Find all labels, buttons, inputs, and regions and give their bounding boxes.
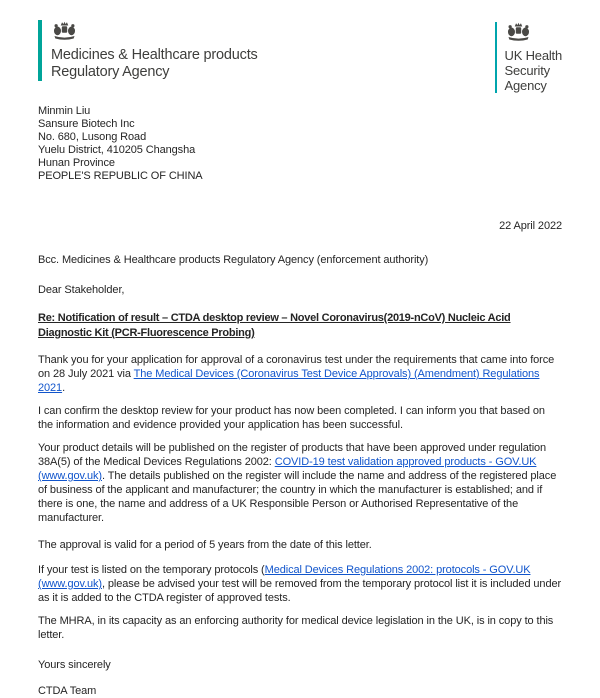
link-covid19-approved-products[interactable]: COVID-19 test validation approved products - GOV.UK (www.gov.uk) <box>38 456 537 482</box>
paragraph-approval-validity: The approval is valid for a period of 5 years from the date of this letter. <box>38 539 372 551</box>
recipient-street: No. 680, Lusong Road <box>38 131 147 143</box>
bcc-line: Bcc. Medicines & Healthcare products Regulatory Agency (enforcement authority) <box>38 254 429 266</box>
signoff: CTDA Team <box>38 685 97 697</box>
paragraph-text: If your test is listed on the temporary protocols ( <box>38 564 265 576</box>
paragraph-mhra-copy: The MHRA, in its capacity as an enforcing authority for medical device legislation in the UK, is in copy to this letter. <box>38 615 554 641</box>
letter-header <box>38 0 562 93</box>
paragraph-text: , please be advised your test will be removed from the temporary protocol list it is included under as it is added to the CTDA register of approved tests. <box>38 578 562 604</box>
ukhsa-logo <box>495 22 562 93</box>
valediction: Yours sincerely <box>38 659 111 671</box>
letter-date: 22 April 2022 <box>499 220 562 232</box>
recipient-company: Sansure Biotech Inc <box>38 118 135 130</box>
ukhsa-logo-line3: Agency <box>504 78 547 93</box>
ukhsa-logo-line2: Security <box>504 63 550 78</box>
mhra-logo-line2: Regulatory Agency <box>51 64 170 80</box>
link-medical-devices-amendment-regulations[interactable]: The Medical Devices (Coronavirus Test Device Approvals) (Amendment) Regulations 2021 <box>38 368 540 394</box>
recipient-district: Yuelu District, 410205 Changsha <box>38 144 196 156</box>
link-regulations-protocols[interactable]: Medical Devices Regulations 2002: protocols - GOV.UK (www.gov.uk) <box>38 564 531 590</box>
paragraph-register-publication <box>38 441 562 525</box>
royal-coat-of-arms-icon <box>51 21 78 44</box>
recipient-province: Hunan Province <box>38 157 115 169</box>
ukhsa-logo-line1: UK Health <box>504 48 562 63</box>
paragraph-text: . The details published on the register will include the name and address of the registered place of business of the applicant and manufacturer; the country in which the manufacturer is established; and if there is one, the name and address of a UK Responsible Person or Authorised Representative of the manufacturer. <box>38 470 557 524</box>
mhra-logo-line1: Medicines & Healthcare products <box>51 47 258 63</box>
royal-coat-of-arms-icon <box>505 22 532 45</box>
paragraph-text: Your product details will be published on the register of products that have been approved under regulation 38A(5) of the Medical Devices Regulations 2002: <box>38 442 547 468</box>
salutation: Dear Stakeholder, <box>38 284 125 296</box>
paragraph-application <box>38 353 562 395</box>
paragraph-temporary-protocols <box>38 563 562 605</box>
recipient-country: PEOPLE'S REPUBLIC OF CHINA <box>38 170 203 182</box>
subject-line: Re: Notification of result – CTDA desktop review – Novel Coronavirus(2019-nCoV) Nucleic Acid Diagnostic Kit (PCR-Fluorescence Probing) <box>38 312 511 339</box>
paragraph-review-complete: I can confirm the desktop review for your product has now been completed. I can inform you that based on the information and evidence provided your application has been successful. <box>38 405 545 431</box>
recipient-address <box>38 105 562 183</box>
letter-content <box>38 105 562 698</box>
paragraph-text: Thank you for your application for approval of a coronavirus test under the requirements that came into force on 28 July 2021 via <box>38 354 555 380</box>
recipient-name: Minmin Liu <box>38 105 91 117</box>
paragraph-text: . <box>62 382 66 394</box>
mhra-logo <box>38 20 258 81</box>
